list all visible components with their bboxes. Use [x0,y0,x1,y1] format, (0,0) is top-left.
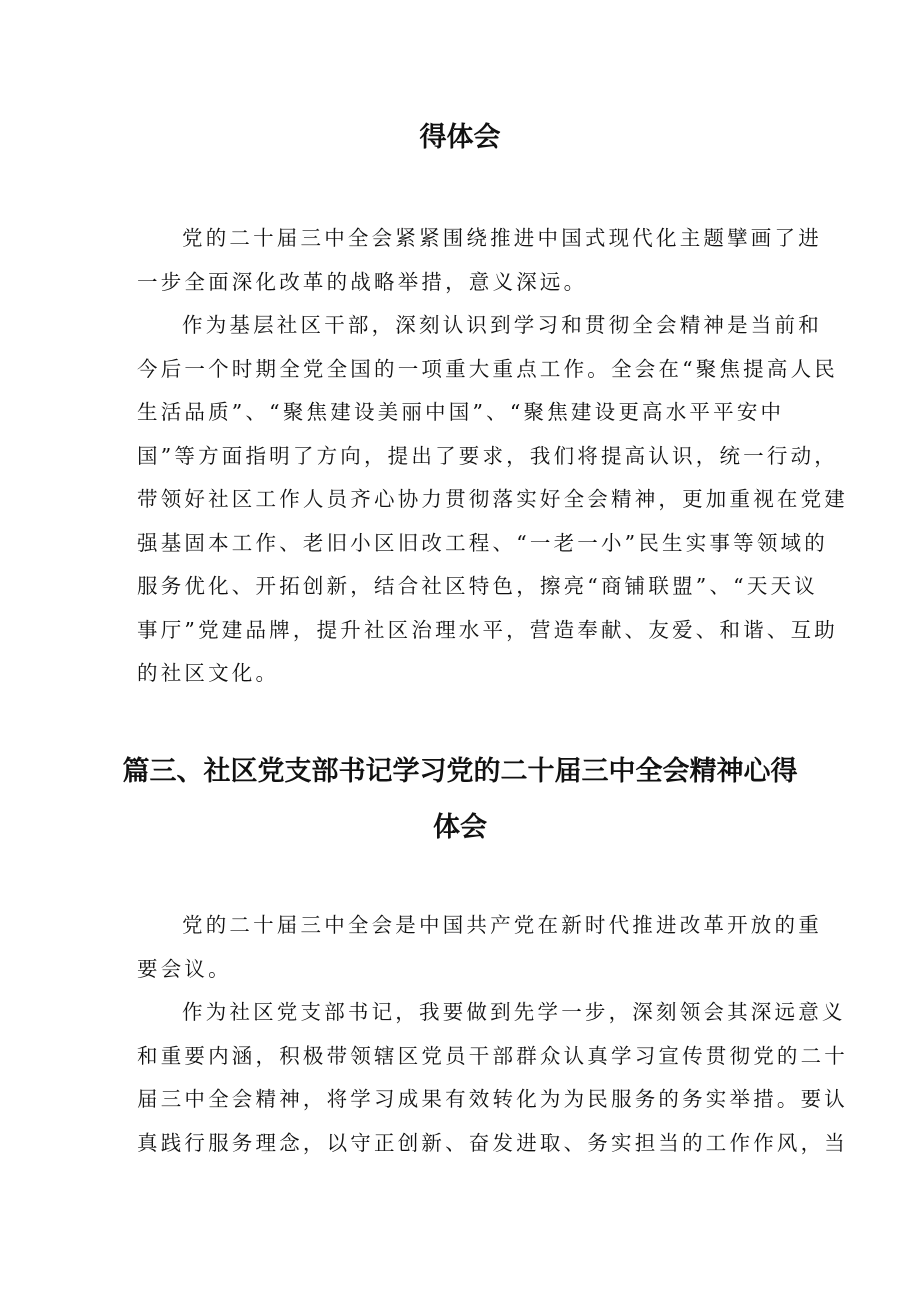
text-line: 国”等方面指明了方向，提出了要求，我们将提高认识，统一行动， [137,443,838,468]
text-line: 服务优化、开拓创新，结合社区特色，擦亮“商铺联盟”、“天天议 [137,574,818,598]
text-line: 和重要内涵，积极带领辖区党员干部群众认真学习宣传贯彻党的二十 [137,1043,848,1068]
paragraph-4 [137,991,848,1165]
section-3-title: 篇三、社区党支部书记学习党的二十届三中全会精神心得 [122,756,798,787]
text-line: 届三中全会精神，将学习成果有效转化为为民服务的务实举措。要认 [137,1087,848,1111]
text-line: 一步全面深化改革的战略举措，意义深远。 [137,269,588,294]
section-3-title-continued: 体会 [433,812,487,843]
text-line: 党的二十届三中全会紧紧围绕推进中国式现代化主题擘画了进 [182,226,822,250]
paragraph-1 [137,217,822,304]
text-line: 今后一个时期全党全国的一项重大重点工作。全会在“聚焦提高人民 [137,356,838,381]
text-line: 要会议。 [137,956,232,981]
text-line: 的社区文化。 [137,661,280,685]
text-line: 作为基层社区干部，深刻认识到学习和贯彻全会精神是当前和 [182,313,822,337]
paragraph-3 [137,904,822,991]
text-line: 带领好社区工作人员齐心协力贯彻落实好全会精神，更加重视在党建 [137,487,848,511]
text-line: 真践行服务理念，以守正创新、奋发进取、务实担当的工作作风，当 [137,1130,848,1155]
text-line: 作为社区党支部书记，我要做到先学一步，深刻领会其深远意义 [182,1000,846,1024]
text-line: 生活品质”、“聚焦建设美丽中国”、“聚焦建设更高水平平安中 [137,400,785,424]
heading-continuation: 得体会 [419,122,501,153]
text-line: 党的二十届三中全会是中国共产党在新时代推进改革开放的重 [182,913,822,937]
text-line: 强基固本工作、老旧小区旧改工程、“一老一小”民生实事等领域的 [137,530,828,555]
paragraph-2 [137,304,848,696]
text-line: 事厅”党建品牌，提升社区治理水平，营造奉献、友爱、和谐、互助 [137,617,838,642]
